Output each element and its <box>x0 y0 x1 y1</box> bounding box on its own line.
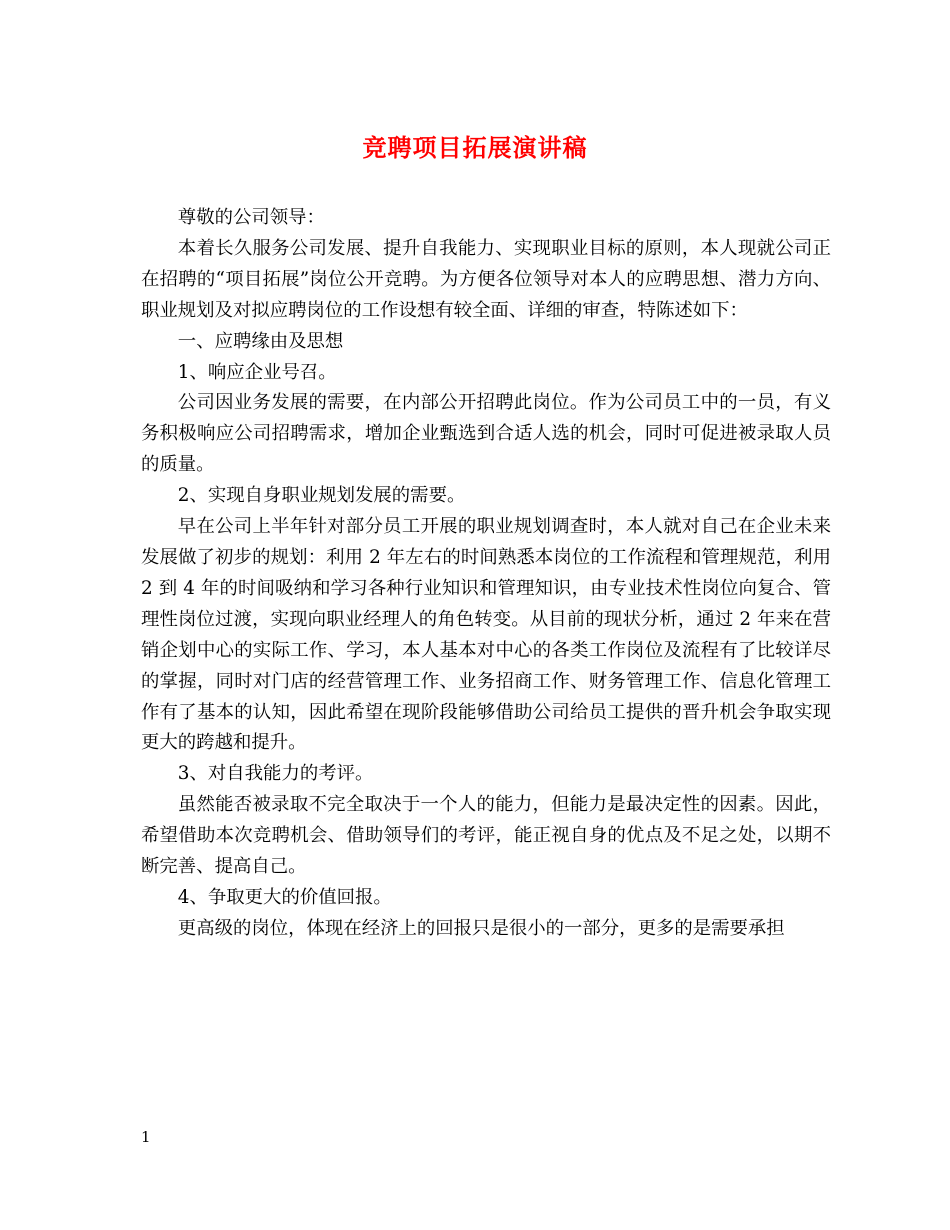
subsection-heading: 1、响应企业号召。 <box>177 361 337 383</box>
body-paragraph: 虽然能否被录取不完全取决于一个人的能力，但能力是最决定性的因素。因此，希望借助本次竞聘机会、借助领导们的考评，能正视自身的优点及不足之处，以期不断完善、提高自己。 <box>141 794 831 878</box>
document-body <box>141 203 831 945</box>
body-paragraph: 公司因业务发展的需要，在内部公开招聘此岗位。作为公司员工中的一员，有义务积极响应公司招聘需求，增加企业甄选到合适人选的机会，同时可促进被录取人员的质量。 <box>141 392 831 476</box>
subsection-heading: 4、争取更大的价值回报。 <box>177 886 392 908</box>
section-heading: 一、应聘缘由及思想 <box>177 330 344 352</box>
salutation-paragraph: 尊敬的公司领导： <box>177 207 325 228</box>
subsection-heading: 3、对自我能力的考评。 <box>177 763 374 785</box>
document-title: 竞聘项目拓展演讲稿 <box>362 133 588 162</box>
body-paragraph: 早在公司上半年针对部分员工开展的职业规划调查时，本人就对自己在企业未来发展做了初步的规划：利用 2 年左右的时间熟悉本岗位的工作流程和管理规范，利用 2 到 4 年的时间吸纳和学习各种行业知识和管理知识，由专业技术性岗位向复合、管理性岗位过渡，实现向职业经理人的角色转变。从目前的现状分析，通过 2 年来在营销企划中心的实际工作、学习，本人基本对中心的各类工作岗位及流程有了比较详尽的掌握，同时对门店的经营管理工作、业务招商工作、财务管理工作、信息化管理工作有了基本的认知，因此希望在现阶段能够借助公司给员工提供的晋升机会争取实现更大的跨越和提升。 <box>141 516 831 754</box>
body-paragraph: 本着长久服务公司发展、提升自我能力、实现职业目标的原则，本人现就公司正在招聘的“项目拓展”岗位公开竞聘。为方便各位领导对本人的应聘思想、潜力方向、职业规划及对拟应聘岗位的工作设想有较全面、详细的审查，特陈述如下： <box>141 237 831 321</box>
body-paragraph: 更高级的岗位，体现在经济上的回报只是很小的一部分，更多的是需要承担 <box>177 917 785 939</box>
subsection-heading: 2、实现自身职业规划发展的需要。 <box>177 485 466 507</box>
page-number: 1 <box>141 1128 151 1146</box>
